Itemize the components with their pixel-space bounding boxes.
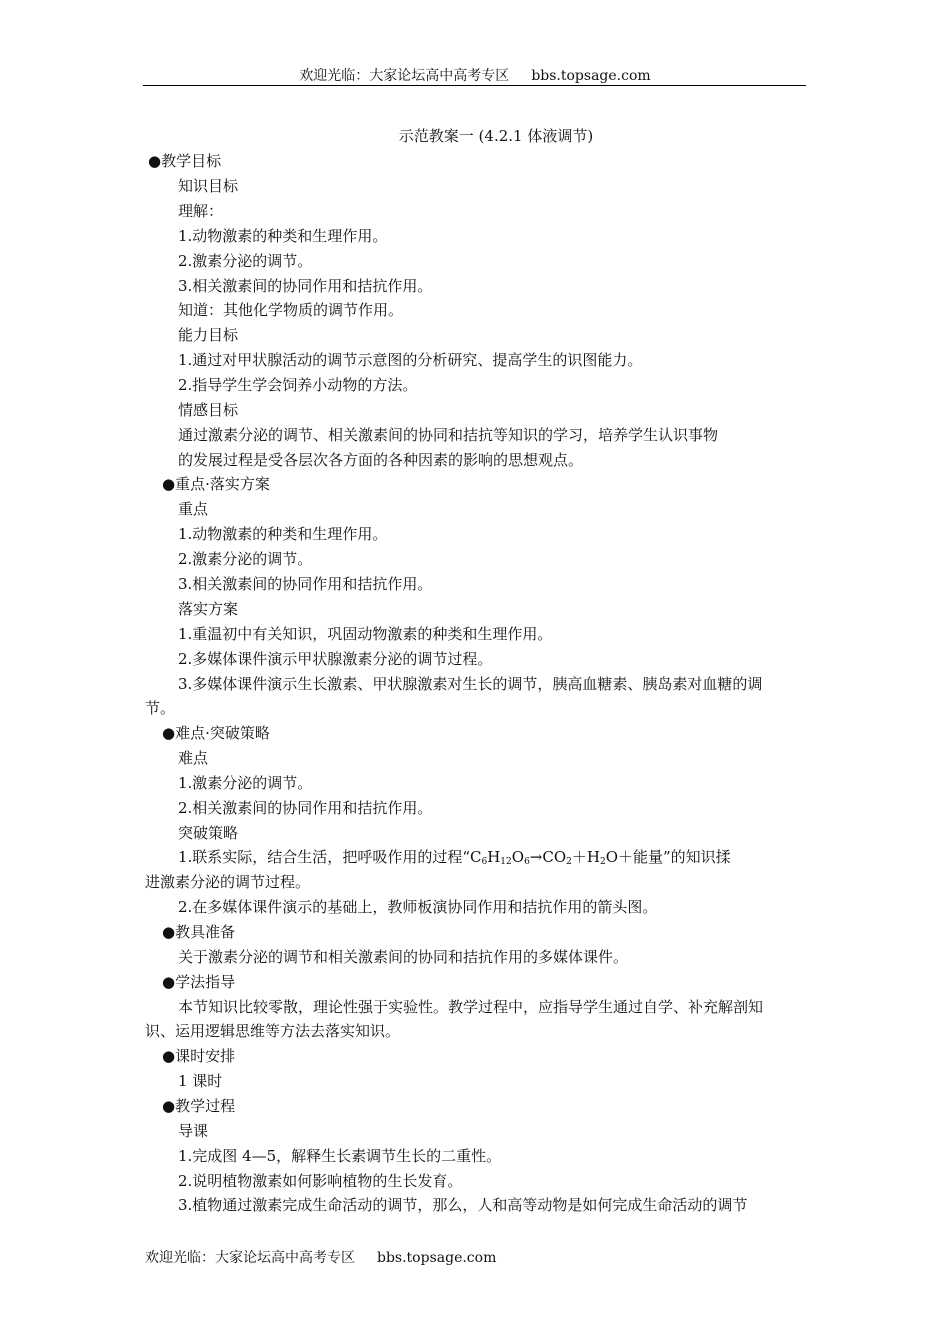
formula-text: H	[487, 848, 501, 866]
formula-text-before: 1.联系实际，结合生活，把呼吸作用的过程“C	[178, 848, 482, 866]
text-line: 1.激素分泌的调节。	[178, 774, 313, 792]
text-line: 1.重温初中有关知识，巩固动物激素的种类和生理作用。	[178, 625, 553, 643]
text-line: 1.完成图 4—5，解释生长素调节生长的二重性。	[178, 1147, 502, 1165]
text-line: 知道：其他化学物质的调节作用。	[178, 301, 404, 319]
header-url[interactable]: bbs.topsage.com	[531, 68, 651, 84]
text-line: 3.相关激素间的协同作用和拮抗作用。	[178, 575, 433, 593]
text-line: 知识目标	[178, 177, 239, 195]
formula-text: O	[511, 848, 525, 866]
formula-subscript: 12	[500, 857, 512, 867]
formula-subscript: 6	[524, 857, 530, 867]
text-line: 2.在多媒体课件演示的基础上，教师板演协同作用和拮抗作用的箭头图。	[178, 898, 658, 916]
text-line: 本节知识比较零散，理论性强于实验性。教学过程中，应指导学生通过自学、补充解剖知	[178, 998, 764, 1016]
text-line: 突破策略	[178, 824, 239, 842]
formula-subscript: 2	[599, 857, 606, 867]
text-line: 1.通过对甲状腺活动的调节示意图的分析研究、提高学生的识图能力。	[178, 351, 643, 369]
text-line: 2.激素分泌的调节。	[178, 550, 313, 568]
formula-subscript: 2	[566, 857, 572, 867]
text-line-formula	[178, 847, 731, 867]
text-line: 2.说明植物激素如何影响植物的生长发育。	[178, 1172, 463, 1190]
text-line: 重点	[178, 500, 209, 518]
footer-url[interactable]: bbs.topsage.com	[377, 1250, 497, 1266]
text-line: 3.多媒体课件演示生长激素、甲状腺激素对生长的调节，胰高血糖素、胰岛素对血糖的调	[178, 675, 763, 693]
text-line: ●课时安排	[162, 1047, 236, 1065]
text-line: ●学法指导	[162, 973, 236, 991]
text-line: ●重点·落实方案	[162, 475, 270, 493]
text-line: 识、运用逻辑思维等方法去落实知识。	[145, 1022, 401, 1040]
header-site: 欢迎光临：大家论坛高中高考专区	[299, 68, 510, 84]
text-line: 情感目标	[178, 401, 239, 419]
formula-subscript: 6	[481, 857, 488, 867]
text-line: 进激素分泌的调节过程。	[145, 873, 311, 891]
formula-text-after: O＋能量”的知识揉	[605, 848, 731, 866]
text-line: 2.激素分泌的调节。	[178, 252, 313, 270]
document-title: 示范教案一 (4.2.1 体液调节)	[398, 127, 594, 145]
text-line: 节。	[145, 699, 176, 717]
text-line: ●教学目标	[148, 152, 222, 170]
text-line: 2.指导学生学会饲养小动物的方法。	[178, 376, 418, 394]
text-line: 落实方案	[178, 600, 239, 618]
text-line: 3.植物通过激素完成生命活动的调节，那么，人和高等动物是如何完成生命活动的调节	[178, 1196, 748, 1214]
text-line: 通过激素分泌的调节、相关激素间的协同和拮抗等知识的学习，培养学生认识事物	[178, 426, 719, 444]
text-line: 能力目标	[178, 326, 239, 344]
text-line: 1 课时	[178, 1072, 223, 1090]
header-divider	[143, 85, 806, 86]
text-line: ●难点·突破策略	[162, 724, 270, 742]
text-line: 的发展过程是受各层次各方面的各种因素的影响的思想观点。	[178, 451, 584, 469]
text-line: ●教具准备	[162, 923, 236, 941]
text-line: 导课	[178, 1122, 209, 1140]
text-line: 关于激素分泌的调节和相关激素间的协同和拮抗作用的多媒体课件。	[178, 948, 629, 966]
text-line: 2.相关激素间的协同作用和拮抗作用。	[178, 799, 433, 817]
text-line: 2.多媒体课件演示甲状腺激素分泌的调节过程。	[178, 650, 493, 668]
text-line: 3.相关激素间的协同作用和拮抗作用。	[178, 277, 433, 295]
text-line: 理解：	[178, 202, 224, 220]
page-header	[0, 66, 950, 86]
formula-text: →CO	[529, 848, 567, 866]
text-line: ●教学过程	[162, 1097, 236, 1115]
formula-text: ＋H	[571, 848, 600, 866]
footer-site: 欢迎光临：大家论坛高中高考专区	[145, 1250, 355, 1266]
page-footer	[145, 1248, 496, 1268]
text-line: 难点	[178, 749, 209, 767]
text-line: 1.动物激素的种类和生理作用。	[178, 525, 388, 543]
text-line: 1.动物激素的种类和生理作用。	[178, 227, 388, 245]
